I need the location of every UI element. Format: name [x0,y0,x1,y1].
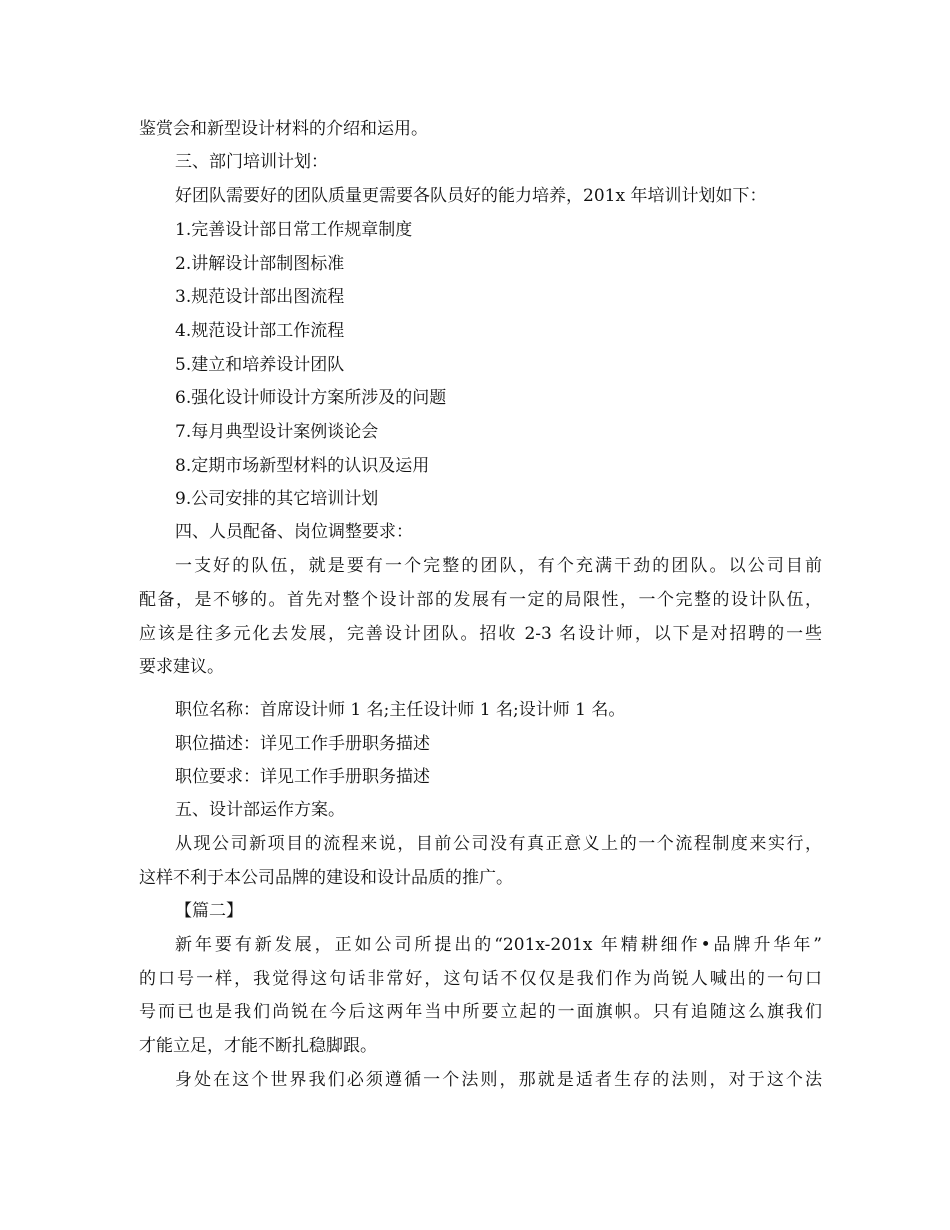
list-item: 4.规范设计部工作流程 [175,321,345,341]
paragraph-line: 职位描述：详见工作手册职务描述 [175,734,430,754]
paragraph-line: 要求建议。 [139,657,224,677]
paragraph-line: 好团队需要好的团队质量更需要各队员好的能力培养，201x 年培训计划如下： [175,186,767,206]
section-heading: 五、设计部运作方案。 [175,800,345,820]
paragraph-line: 的口号一样，我觉得这句话非常好，这句话不仅仅是我们作为尚锐人喊出的一句口 [139,969,822,989]
paragraph-line: 从现公司新项目的流程来说，目前公司没有真正意义上的一个流程制度来实行， [175,834,822,854]
paragraph-line: 职位名称：首席设计师 1 名;主任设计师 1 名;设计师 1 名。 [175,700,626,720]
paragraph-line: 一支好的队伍，就是要有一个完整的团队，有个充满干劲的团队。以公司目前 [175,556,822,576]
list-item: 9.公司安排的其它培训计划 [175,489,379,509]
section-heading: 三、部门培训计划： [175,152,328,172]
paragraph-line: 号而已也是我们尚锐在今后这两年当中所要立起的一面旗帜。只有追随这么旗我们 [139,1002,822,1022]
list-item: 6.强化设计师设计方案所涉及的问题 [175,388,447,408]
paragraph-line: 才能立足，才能不断扎稳脚跟。 [139,1036,377,1056]
list-item: 5.建立和培养设计团队 [175,355,345,375]
list-item: 2.讲解设计部制图标准 [175,254,345,274]
paragraph-line: 配备，是不够的。首先对整个设计部的发展有一定的局限性，一个完整的设计队伍， [139,590,822,610]
list-item: 8.定期市场新型材料的认识及运用 [175,456,430,476]
paragraph-line: 职位要求：详见工作手册职务描述 [175,767,430,787]
list-item: 3.规范设计部出图流程 [175,287,345,307]
section-heading: 四、人员配备、岗位调整要求： [175,522,413,542]
paragraph-line: 应该是往多元化去发展，完善设计团队。招收 2-3 名设计师，以下是对招聘的一些 [139,624,822,644]
paragraph-line: 身处在这个世界我们必须遵循一个法则，那就是适者生存的法则，对于这个法 [175,1070,822,1090]
list-item: 1.完善设计部日常工作规章制度 [175,220,413,240]
list-item: 7.每月典型设计案例谈论会 [175,422,379,442]
paragraph-line: 新年要有新发展，正如公司所提出的“201x-201x 年精耕细作•品牌升华年” [175,935,822,955]
paragraph-line: 这样不利于本公司品牌的建设和设计品质的推广。 [139,868,513,888]
paragraph-line: 鉴赏会和新型设计材料的介绍和运用。 [139,119,428,139]
section-marker: 【篇二】 [175,901,243,921]
